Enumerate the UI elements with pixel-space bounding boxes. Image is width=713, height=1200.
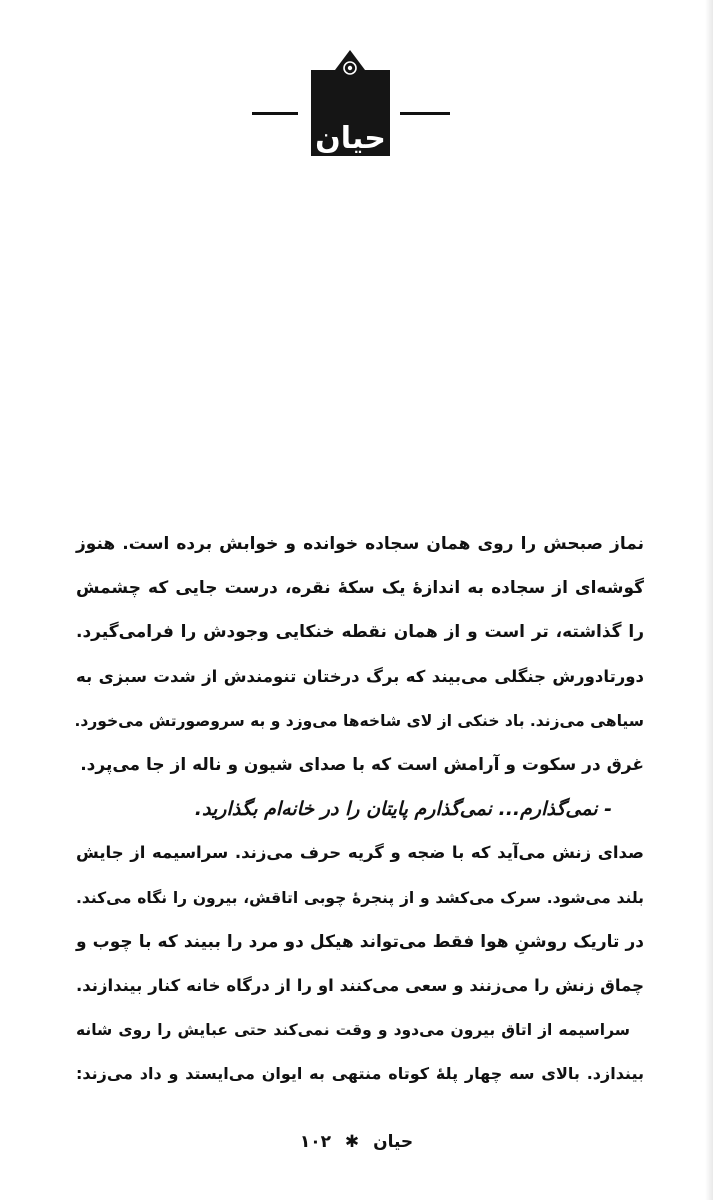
text-line-4: دورتادورش جنگلی می‌بیند که برگ درختان تنومندش از شدت سبزی به (76, 666, 644, 686)
text-line-3: را گذاشته، تر است و از همان نقطه خنکایی وجودش را فرامی‌گیرد. (76, 622, 644, 643)
text-line-6: غرق در سکوت و آرامش است که با صدای شیون و ناله از جا می‌پرد. (80, 754, 644, 775)
text-line-11: چماق زنش را می‌زنند و سعی می‌کنند او را از درگاه خانه کنار بیندازند. (76, 975, 644, 995)
book-logo-text: حیان (315, 121, 386, 156)
text-line-8: صدای زنش می‌آید که با ضجه و گریه حرف می‌زند. سراسیمه از جایش (76, 843, 644, 863)
text-line-12: سراسیمه از اتاق بیرون می‌دود و وقت نمی‌کند حتی عبایش را روی شانه (76, 1021, 630, 1040)
header-rule-left (252, 112, 298, 115)
text-line-5: سیاهی می‌زند. باد خنکی از لای شاخه‌ها می‌وزد و به سروصورتش می‌خورد. (74, 711, 644, 730)
page-body-text (76, 522, 644, 1096)
dialogue-line: - نمی‌گذارم... نمی‌گذارم پایتان را در خانه‌ام بگذارید. (194, 798, 612, 821)
page-edge-shadow (705, 0, 713, 1200)
text-line-13: بیندازد. بالای سه چهار پلهٔ کوتاه منتهی به ایوان می‌ایستد و داد می‌زند: (76, 1064, 644, 1084)
text-line-10: در تاریک روشنِ هوا فقط می‌تواند هیکل دو مرد را ببیند که با چوب و (76, 931, 644, 952)
page-number: ۱۰۲ (299, 1132, 331, 1152)
text-line-1: نماز صبحش را روی همان سجاده خوانده و خوابش برده است. هنوز (76, 534, 644, 554)
footer-book-title: حیان (373, 1132, 414, 1152)
book-logo (309, 48, 392, 158)
footer-separator-icon: ✱ (344, 1132, 360, 1152)
text-line-9: بلند می‌شود. سرک می‌کشد و از پنجرهٔ چوبی اتاقش، بیرون را نگاه می‌کند. (76, 888, 644, 907)
page-footer (0, 1132, 713, 1152)
text-line-2: گوشه‌ای از سجاده به اندازهٔ یک سکهٔ نقره، درست جایی که چشمش (76, 578, 644, 599)
header-rule-right (400, 112, 450, 115)
